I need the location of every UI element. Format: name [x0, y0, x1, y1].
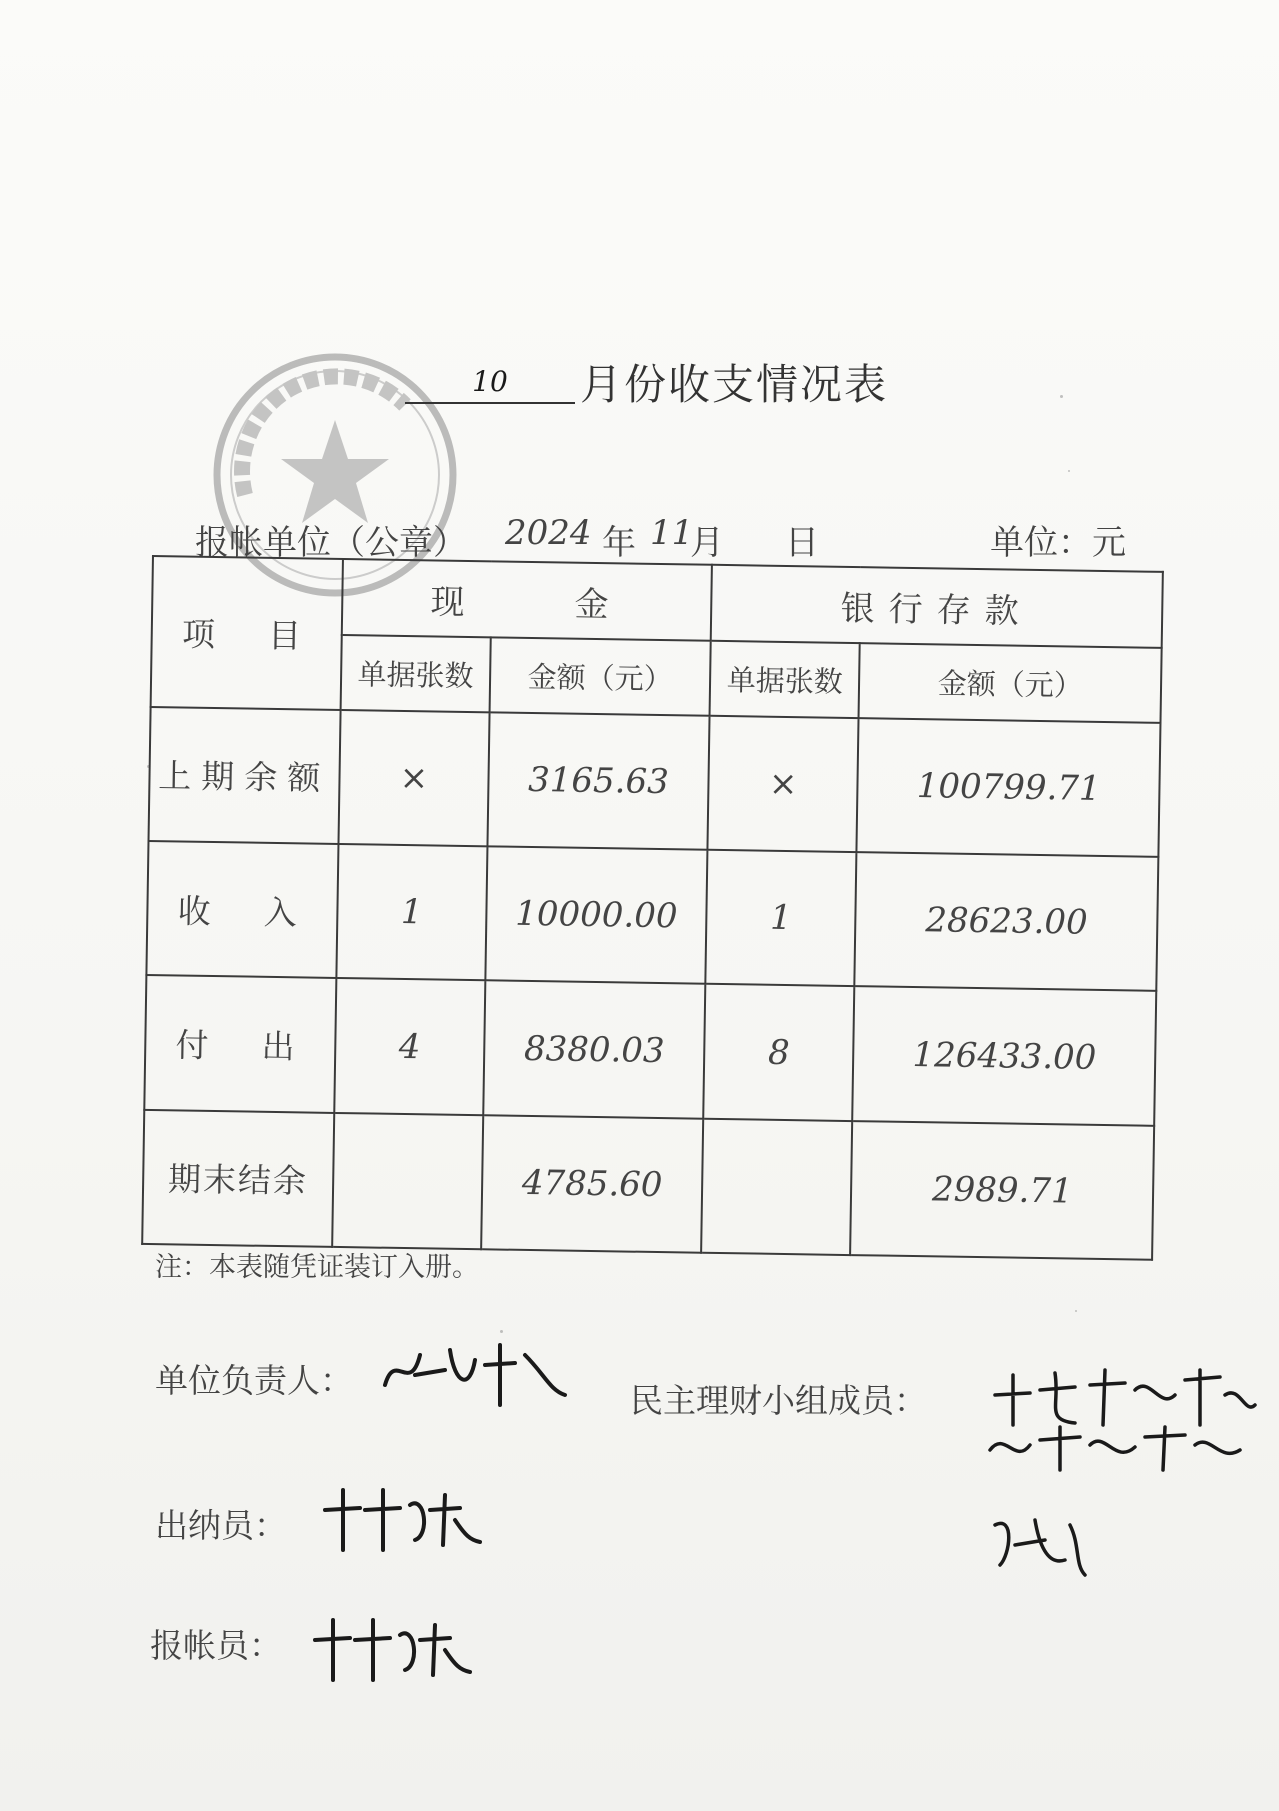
- bank-header: 银行存款: [711, 565, 1163, 649]
- finance-group-signature-3: [985, 1505, 1095, 1585]
- row-label: 期末结余: [142, 1110, 334, 1247]
- reporting-unit-label: 报帐单位（公章）: [195, 523, 467, 563]
- table-row: [149, 707, 1161, 857]
- unit-head-label: 单位负责人：: [155, 1361, 353, 1400]
- bank-count: 1: [705, 850, 857, 987]
- scan-speck: [1075, 1310, 1077, 1312]
- finance-group-signatures: [985, 1365, 1265, 1475]
- bank-count-header: 单据张数: [709, 641, 860, 718]
- cash-count: [332, 1113, 484, 1250]
- accountant-label: 报帐员：: [150, 1626, 282, 1665]
- bank-count: ×: [707, 716, 859, 853]
- bank-amount: 28623.00: [855, 852, 1159, 991]
- bank-amount: 2989.71: [851, 1121, 1155, 1260]
- report-month: 11: [650, 513, 694, 553]
- cash-count-header: 单据张数: [340, 635, 491, 712]
- table-row: [144, 975, 1156, 1125]
- month-char: 月: [690, 523, 724, 563]
- row-label: 上期余额: [149, 707, 341, 844]
- day-char: 日: [785, 523, 819, 563]
- title-month: 10: [405, 362, 575, 404]
- income-expense-table: [141, 555, 1164, 1261]
- bank-count: [701, 1118, 853, 1255]
- cash-amount: 3165.63: [488, 712, 710, 850]
- footnote: 注：本表随凭证装订入册。: [155, 1252, 479, 1283]
- item-header: 项 目: [151, 556, 343, 710]
- table-row: [142, 1110, 1154, 1260]
- table-row: [146, 841, 1158, 991]
- cash-count: 1: [336, 844, 488, 981]
- scan-speck: [1068, 470, 1070, 472]
- row-label: 收 入: [146, 841, 338, 978]
- bank-amount-header: 金额（元）: [859, 644, 1162, 723]
- cash-count: ×: [338, 710, 490, 847]
- cash-amount: 10000.00: [485, 846, 707, 984]
- scan-speck: [1060, 395, 1063, 398]
- accountant-signature: [305, 1610, 475, 1690]
- scan-speck: [500, 1330, 503, 1333]
- cash-amount: 8380.03: [483, 981, 705, 1119]
- bank-amount: 126433.00: [853, 986, 1157, 1125]
- page-title: 月份收支情况表: [580, 360, 889, 409]
- cash-amount: 4785.60: [481, 1115, 703, 1253]
- finance-group-label: 民主理财小组成员：: [630, 1381, 927, 1420]
- report-year: 2024: [505, 513, 592, 553]
- bank-amount: 100799.71: [857, 718, 1161, 857]
- cash-count: 4: [334, 978, 486, 1115]
- year-char: 年: [602, 523, 636, 563]
- bank-count: 8: [703, 984, 855, 1121]
- row-label: 付 出: [144, 975, 336, 1112]
- header-row: [152, 556, 1163, 648]
- unit-head-signature: [375, 1335, 575, 1415]
- cashier-label: 出纳员：: [155, 1506, 287, 1545]
- cash-amount-header: 金额（元）: [490, 638, 711, 716]
- currency-unit: 单位：元: [990, 523, 1126, 563]
- cashier-signature: [315, 1480, 485, 1560]
- cash-header: 现 金: [341, 559, 711, 641]
